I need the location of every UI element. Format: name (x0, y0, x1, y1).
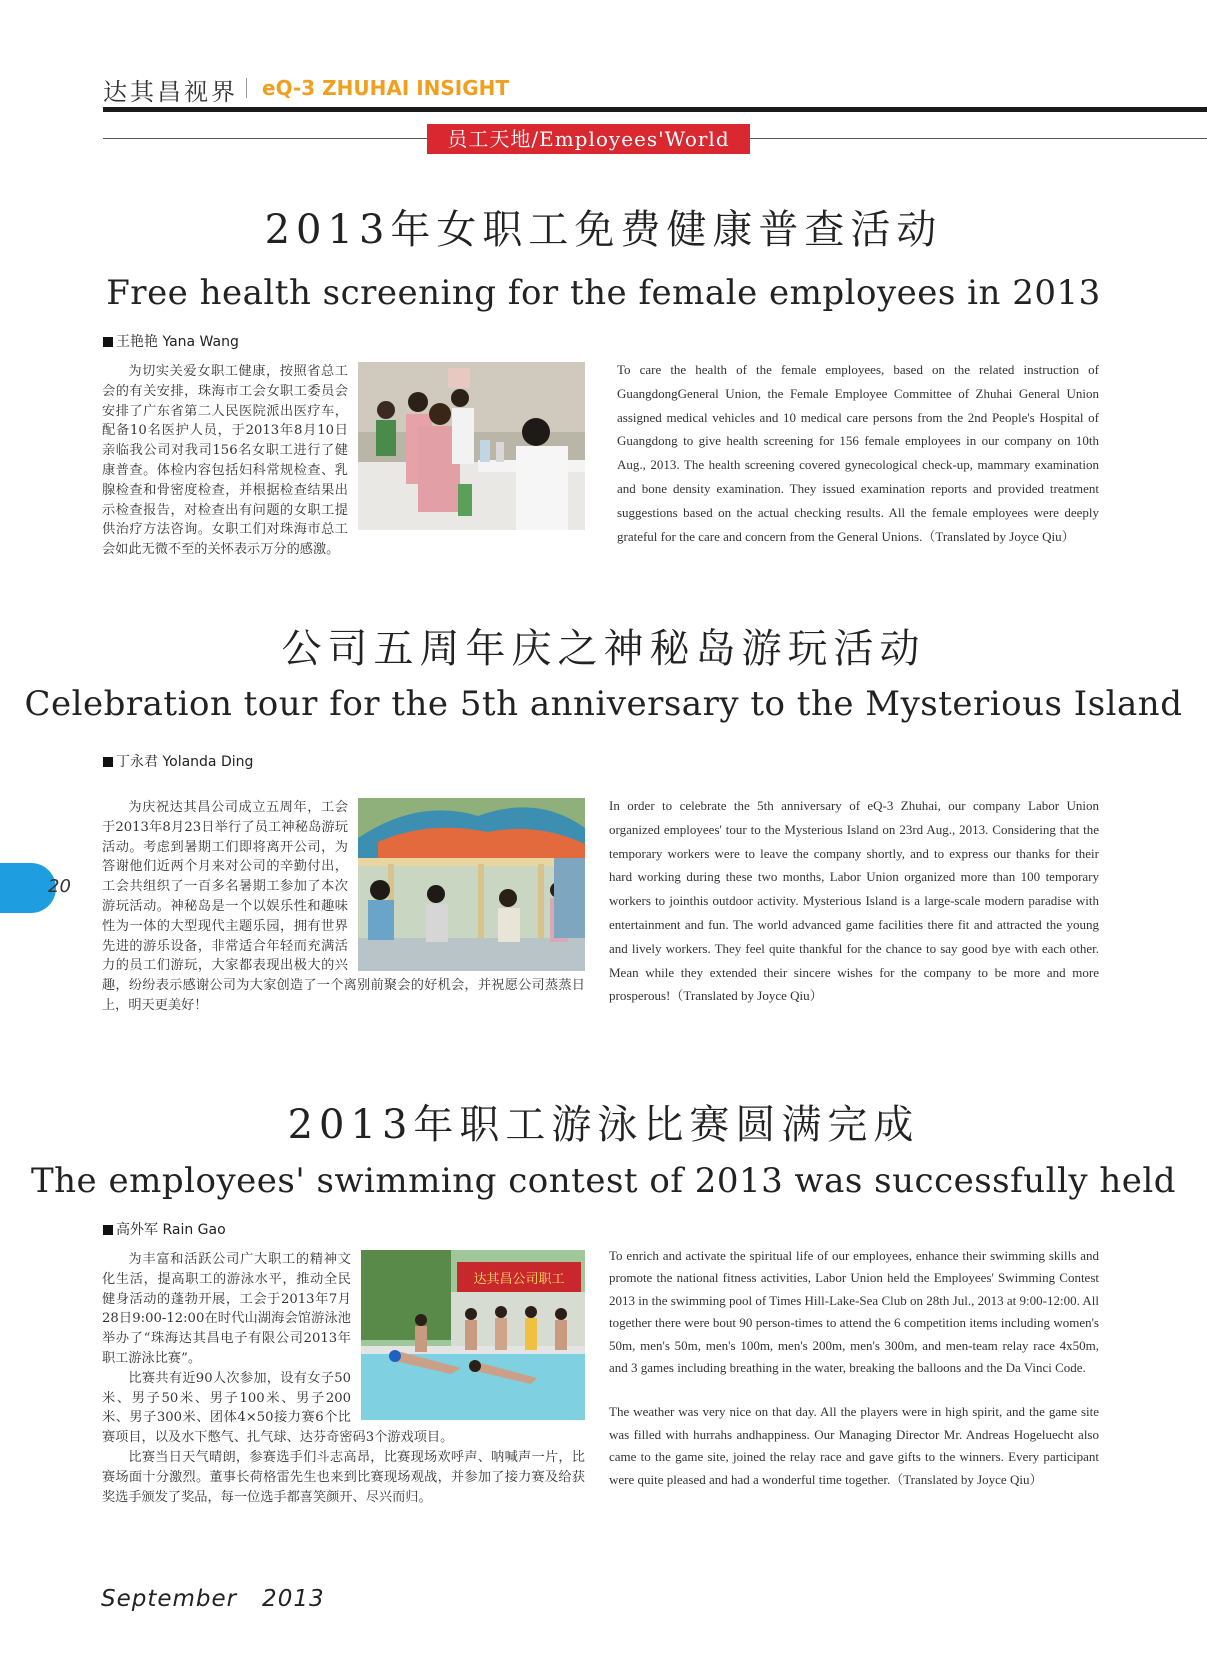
article-3-cn-text-3: 比赛当日天气晴朗，参赛选手们斗志高昂，比赛现场欢呼声、呐喊声一片，比赛场面十分激烈。董事长荷格雷先生也来到比赛现场观战，并参加了接力赛及给获奖选手颁发了奖品，每一位选手都喜笑颜开、尽兴而归。 (102, 1449, 585, 1505)
article-3-en-text-1: To enrich and activate the spiritual life of our employees, enhance their swimming skills and promote the national fitness activities, Labor Union held the Employees' Swimming Contest 2013 in the swimming pool of Times Hill-Lake-Sea Club on 28th Jul., 2013 at 9:00-12:00. All together there were bout 90 person-times to attend the 6 competition items including women's 50m, men's 50m, men's 100m, men's 200m, men's 300m, and men-team relay race 4x50m, and 3 games including breathing in the water, breaking the balloons and the Da Vinci Code. (609, 1248, 1099, 1376)
magazine-brand-cn: 达其昌视界 (103, 78, 238, 106)
article-1-en-block (617, 358, 1099, 548)
swimming-contest-photo (361, 1250, 585, 1420)
article-2-byline (103, 751, 253, 771)
byline-marker (103, 337, 113, 347)
issue-date: September 2013 (101, 1586, 325, 1612)
article-1-byline (103, 331, 239, 351)
article-3-author: 高外军 Rain Gao (116, 1222, 226, 1238)
article-1-cn-block (102, 362, 585, 572)
article-2-cn-block (102, 798, 585, 1048)
article-3-title-en: The employees' swimming contest of 2013 was successfully held (30, 1161, 1177, 1201)
article-3-cn-block (102, 1250, 585, 1540)
article-2-author: 丁永君 Yolanda Ding (116, 754, 254, 770)
mysterious-island-photo (358, 798, 585, 971)
article-1-en-text: To care the health of the female employees, based on the related instruction of GuangdongGeneral Union, the Female Employee Committee of Zhuhai General Union assigned medical vehicles and 10 medical care persons from the 2nd People's Hospital of Guangdong to give health screening for 156 female employees in our company on 10th Aug., 2013. The health screening covered gynecological check-up, mammary examination and bone density examination. They issued examination reports and provided treatment suggestions based on the actual checking results. All the female employees were deeply grateful for the care and concern from the General Unions.（Translated by Joyce Qiu） (617, 362, 1099, 544)
article-3-byline (103, 1219, 226, 1239)
section-tag: 员工天地/Employees'World (427, 124, 750, 154)
article-3-title-cn: 2013年职工游泳比赛圆满完成 (287, 1102, 920, 1148)
article-1-author: 王艳艳 Yana Wang (116, 334, 239, 350)
article-2-en-block (609, 794, 1099, 1008)
page-number: 20 (48, 876, 71, 897)
article-3-en-text-2: The weather was very nice on that day. All the players were in high spirit, and the game site was filled with hurrahs andhappiness. Our Managing Director Mr. Andreas Hogeluecht also came to the game site, joined the relay race and gave gifts to the winners. Every participant were quite pleased and had a wonderful time together.（Translated by Joyce Qiu） (609, 1404, 1099, 1487)
byline-marker (103, 1225, 113, 1235)
header-separator (246, 78, 247, 98)
article-2-cn-text: 为庆祝达其昌公司成立五周年，工会于2013年8月23日举行了员工神秘岛游玩活动。考虑到暑期工们即将离开公司，为答谢他们近两个月来对公司的辛勤付出，工会共组织了一百多名暑期工参加了本次游玩活动。神秘岛是一个以娱乐性和趣味性为一体的大型现代主题乐园，拥有世界先进的游乐设备，非常适合年轻而充满活力的员工们游玩，大家都表现出极大的兴趣，纷纷表示感谢公司为大家创造了一个离别前聚会的好机会，并祝愿公司蒸蒸日上，明天更美好！ (102, 800, 585, 1013)
magazine-brand-en: eQ-3 ZHUHAI INSIGHT (262, 76, 510, 100)
byline-marker (103, 757, 113, 767)
article-3-en-block (609, 1245, 1099, 1491)
article-1-cn-text: 为切实关爱女职工健康，按照省总工会的有关安排，珠海市工会女职工委员会安排了广东省第二人民医院派出医疗车，配备10名医护人员，于2013年8月10日亲临我公司对我司156名女职工进行了健康普查。体检内容包括妇科常规检查、乳腺检查和骨密度检查，并根据检查结果出示检查报告，对检查出有问题的女职工提供治疗方法咨询。女职工们对珠海市总工会如此无微不至的关怀表示万分的感激。 (102, 364, 348, 558)
health-screening-photo (358, 362, 585, 530)
article-2-en-text: In order to celebrate the 5th anniversary of eQ-3 Zhuhai, our company Labor Union organized employees' tour to the Mysterious Island on 23rd Aug., 2013. Considering that the temporary workers were to leave the company shortly, and to express our thanks for their hard working during these two months, Labor Union organized more than 100 temporary workers to jointhis outdoor activity. Mysterious Island is a large-scale modern paradise with entertainment and fun. The world advanced game facilities there fit and attracted the young and lively workers. They feel quite thankful for the chance to say good bye with each other. Mean while they extended their sincere wishes for the company to be more and more prosperous!（Translated by Joyce Qiu） (609, 798, 1099, 1004)
banner-text: 达其昌公司职工 (473, 1272, 565, 1287)
article-3-cn-text-1: 为丰富和活跃公司广大职工的精神文化生活，提高职工的游泳水平，推动全民健身活动的蓬勃开展，工会于2013年7月28日9:00-12:00在时代山湖海会馆游泳池举办了“珠海达其昌电子有限公司2013年职工游泳比赛”。 (102, 1252, 351, 1366)
article-2-title-en: Celebration tour for the 5th anniversary to the Mysterious Island (24, 684, 1183, 724)
article-1-title-cn: 2013年女职工免费健康普查活动 (264, 207, 943, 253)
article-1-title-en: Free health screening for the female employees in 2013 (106, 273, 1101, 313)
article-2-title-cn: 公司五周年庆之神秘岛游玩活动 (281, 626, 926, 672)
article-3-cn-text-2: 比赛共有近90人次参加，设有女子50米、男子50米、男子100米、男子200米、男子300米、团体4×50接力赛6个比赛项目，以及水下憋气、扎气球、达芬奇密码3个游戏项目。 (102, 1370, 454, 1446)
header-rule (103, 107, 1207, 112)
